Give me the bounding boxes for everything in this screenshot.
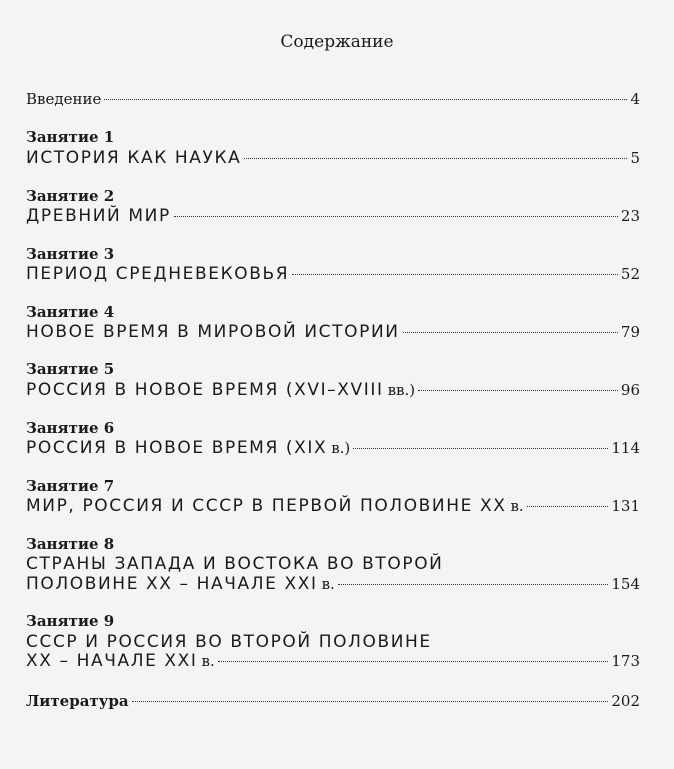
dot-leader [338,584,609,585]
dot-leader [104,99,627,100]
lesson-label: Занятие 9 [26,612,115,630]
dot-leader [527,506,609,507]
lesson-title: РОССИЯ В НОВОЕ ВРЕМЯ (XIX [26,438,328,458]
toc-entry-lesson-2[interactable] [26,206,640,226]
toc-page-number: 5 [630,149,640,167]
toc-entry-lesson-8[interactable] [26,574,640,594]
lesson-title: ПЕРИОД СРЕДНЕВЕКОВЬЯ [26,264,290,284]
dot-leader [418,390,618,391]
toc-page-number: 23 [620,207,640,225]
lesson-label: Занятие 3 [26,245,115,263]
lesson-title-suffix: в. [510,497,524,515]
lesson-title-line [26,554,640,574]
toc-entry-lesson-5[interactable] [26,380,640,400]
dot-leader [132,701,609,702]
lesson-title-line [26,632,640,652]
lesson-title: ИСТОРИЯ КАК НАУКА [26,148,242,168]
toc-page-number: 202 [611,692,640,710]
toc-heading: Содержание [280,32,394,52]
lesson-title: НОВОЕ ВРЕМЯ В МИРОВОЙ ИСТОРИИ [26,322,400,342]
toc-page-number: 131 [611,497,640,515]
toc-page-number: 114 [611,439,640,457]
toc-entry-lesson-4[interactable] [26,322,640,342]
lesson-title: ДРЕВНИЙ МИР [26,206,171,226]
dot-leader [353,448,608,449]
toc-page-number: 79 [620,323,640,341]
lesson-label: Занятие 2 [26,187,115,205]
toc-entry-literature[interactable] [26,692,640,710]
dot-leader [174,216,618,217]
toc-page-number: 96 [620,381,640,399]
toc-entry-intro[interactable] [26,90,640,108]
lesson-title: СТРАНЫ ЗАПАДА И ВОСТОКА ВО ВТОРОЙ [26,554,444,574]
lesson-label: Занятие 8 [26,535,115,553]
dot-leader [244,158,627,159]
toc-page-number: 52 [620,265,640,283]
toc-entry-lesson-7[interactable] [26,496,640,516]
toc-entry-lesson-9[interactable] [26,651,640,671]
lesson-title-suffix: в. [201,652,215,670]
lesson-title: МИР, РОССИЯ И СССР В ПЕРВОЙ ПОЛОВИНЕ XX [26,496,507,516]
lesson-title: СССР И РОССИЯ ВО ВТОРОЙ ПОЛОВИНЕ [26,632,432,652]
dot-leader [218,661,609,662]
lesson-title: РОССИЯ В НОВОЕ ВРЕМЯ (XVI–XVIII [26,380,384,400]
lesson-label: Занятие 6 [26,419,115,437]
lesson-label: Занятие 7 [26,477,115,495]
lesson-label: Занятие 5 [26,360,115,378]
toc-entry-lesson-3[interactable] [26,264,640,284]
toc-page-number: 154 [611,575,640,593]
toc-entry-label: Литература [26,692,129,710]
toc-page-number: 4 [630,90,640,108]
lesson-title-suffix: вв.) [387,381,416,399]
toc-entry-lesson-6[interactable] [26,438,640,458]
toc-entry-label: Введение [26,90,102,108]
dot-leader [403,332,618,333]
lesson-title: ПОЛОВИНЕ XX – НАЧАЛЕ XXI [26,574,318,594]
lesson-label: Занятие 1 [26,128,115,146]
toc-page-number: 173 [611,652,640,670]
lesson-title-suffix: в.) [331,439,351,457]
lesson-title-suffix: в. [321,575,335,593]
toc-entry-lesson-1[interactable] [26,148,640,168]
lesson-label: Занятие 4 [26,303,115,321]
lesson-title: XX – НАЧАЛЕ XXI [26,651,198,671]
dot-leader [292,274,618,275]
